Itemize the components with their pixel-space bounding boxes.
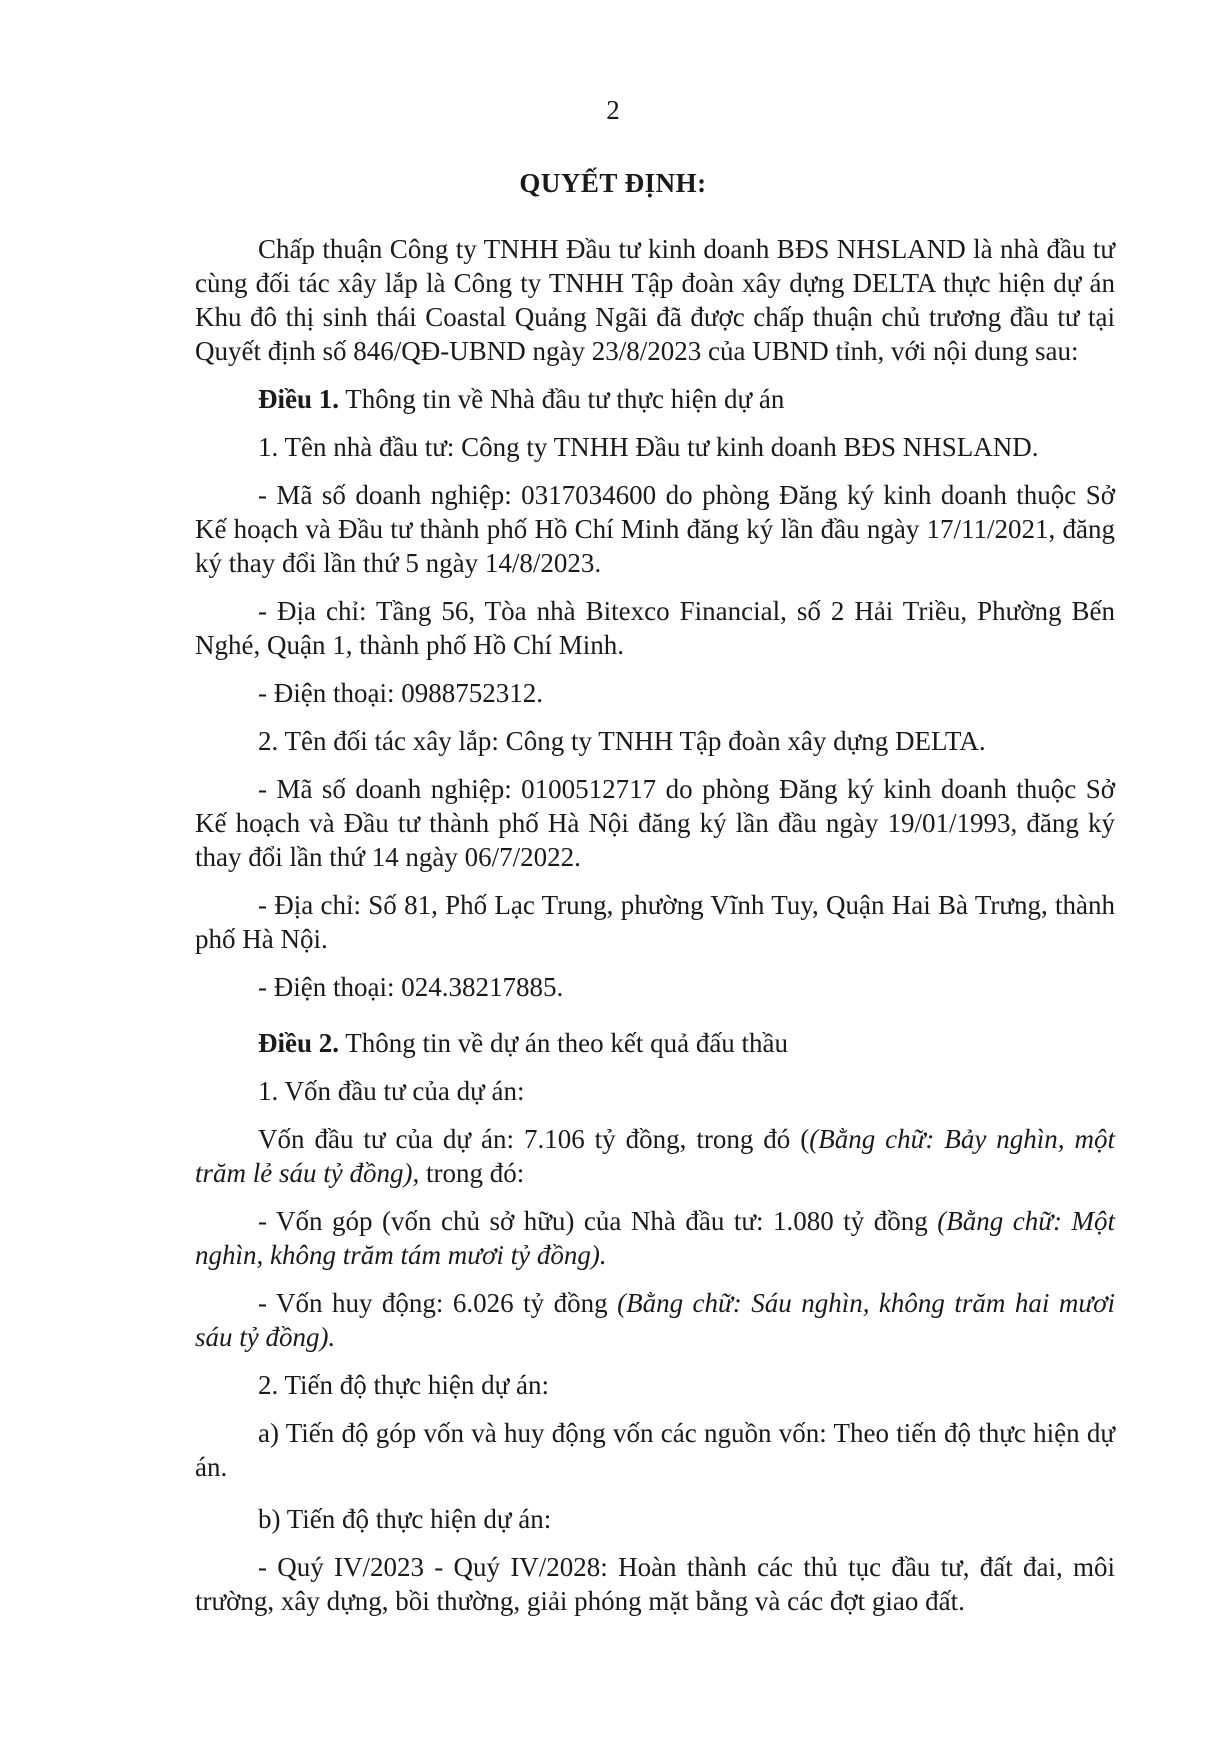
- schedule-heading: 2. Tiến độ thực hiện dự án:: [258, 1370, 550, 1400]
- schedule-b: b) Tiến độ thực hiện dự án:: [258, 1504, 552, 1534]
- capital-heading: 1. Vốn đầu tư của dự án:: [258, 1076, 525, 1106]
- mobilized-words: (Bằng chữ: Sáu nghìn, không trăm hai mươi sáu tỷ đồng).: [195, 1288, 1115, 1352]
- equity-text: - Vốn góp (vốn chủ sở hữu) của Nhà đầu tư: 1.080 tỷ đồng: [258, 1206, 938, 1236]
- capital-total: [195, 1122, 1115, 1190]
- investor-phone: - Điện thoại: 0988752312.: [258, 678, 543, 708]
- intro-paragraph: Chấp thuận Công ty TNHH Đầu tư kinh doanh BĐS NHSLAND là nhà đầu tư cùng đối tác xây lắp là Công ty TNHH Tập đoàn xây dựng DELTA thực hiện dự án Khu đô thị sinh thái Coastal Quảng Ngãi đã được chấp thuận chủ trương đầu tư tại Quyết định số 846/QĐ-UBND ngày 23/8/2023 của UBND tỉnh, với nội dung sau:: [195, 234, 1115, 366]
- article-1-title: Thông tin về Nhà đầu tư thực hiện dự án: [339, 384, 785, 414]
- schedule-b-item-1: - Quý IV/2023 - Quý IV/2028: Hoàn thành các thủ tục đầu tư, đất đai, môi trường, xây dựng, bồi thường, giải phóng mặt bằng và các đợt giao đất.: [195, 1552, 1115, 1616]
- partner-phone: - Điện thoại: 024.38217885.: [258, 972, 564, 1002]
- schedule-a: a) Tiến độ góp vốn và huy động vốn các nguồn vốn: Theo tiến độ thực hiện dự án.: [195, 1418, 1115, 1482]
- article-2-label: Điều 2.: [258, 1028, 339, 1058]
- partner-name: 2. Tên đối tác xây lắp: Công ty TNHH Tập đoàn xây dựng DELTA.: [258, 726, 986, 756]
- investor-address: - Địa chỉ: Tầng 56, Tòa nhà Bitexco Financial, số 2 Hải Triều, Phường Bến Nghé, Quận 1, thành phố Hồ Chí Minh.: [195, 596, 1115, 660]
- article-1-label: Điều 1.: [258, 384, 339, 414]
- article-2-heading: [195, 1026, 1115, 1060]
- partner-registration: - Mã số doanh nghiệp: 0100512717 do phòng Đăng ký kinh doanh thuộc Sở Kế hoạch và Đầu tư thành phố Hà Nội đăng ký lần đầu ngày 19/01/1993, đăng ký thay đổi lần thứ 14 ngày 06/7/2022.: [195, 774, 1115, 872]
- document-body: [195, 232, 1115, 1618]
- partner-address: - Địa chỉ: Số 81, Phố Lạc Trung, phường Vĩnh Tuy, Quận Hai Bà Trưng, thành phố Hà Nội.: [195, 890, 1115, 954]
- article-2-title: Thông tin về dự án theo kết quả đấu thầu: [339, 1028, 789, 1058]
- capital-total-end: , trong đó:: [412, 1158, 525, 1188]
- investor-name: 1. Tên nhà đầu tư: Công ty TNHH Đầu tư kinh doanh BĐS NHSLAND.: [258, 432, 1039, 462]
- decision-title: QUYẾT ĐỊNH:: [519, 168, 707, 198]
- page-number: 2: [606, 95, 620, 125]
- equity-capital: [195, 1204, 1115, 1272]
- article-1-heading: [195, 382, 1115, 416]
- capital-total-text: Vốn đầu tư của dự án: 7.106 tỷ đồng, trong đó (: [258, 1124, 810, 1154]
- equity-words: (Bằng chữ: Một nghìn, không trăm tám mươi tỷ đồng).: [195, 1206, 1115, 1270]
- mobilized-text: - Vốn huy động: 6.026 tỷ đồng: [258, 1288, 618, 1318]
- mobilized-capital: [195, 1286, 1115, 1354]
- capital-total-words: (Bằng chữ: Bảy nghìn, một trăm lẻ sáu tỷ đồng): [195, 1124, 1115, 1188]
- investor-registration: - Mã số doanh nghiệp: 0317034600 do phòng Đăng ký kinh doanh thuộc Sở Kế hoạch và Đầu tư thành phố Hồ Chí Minh đăng ký lần đầu ngày 17/11/2021, đăng ký thay đổi lần thứ 5 ngày 14/8/2023.: [195, 480, 1115, 578]
